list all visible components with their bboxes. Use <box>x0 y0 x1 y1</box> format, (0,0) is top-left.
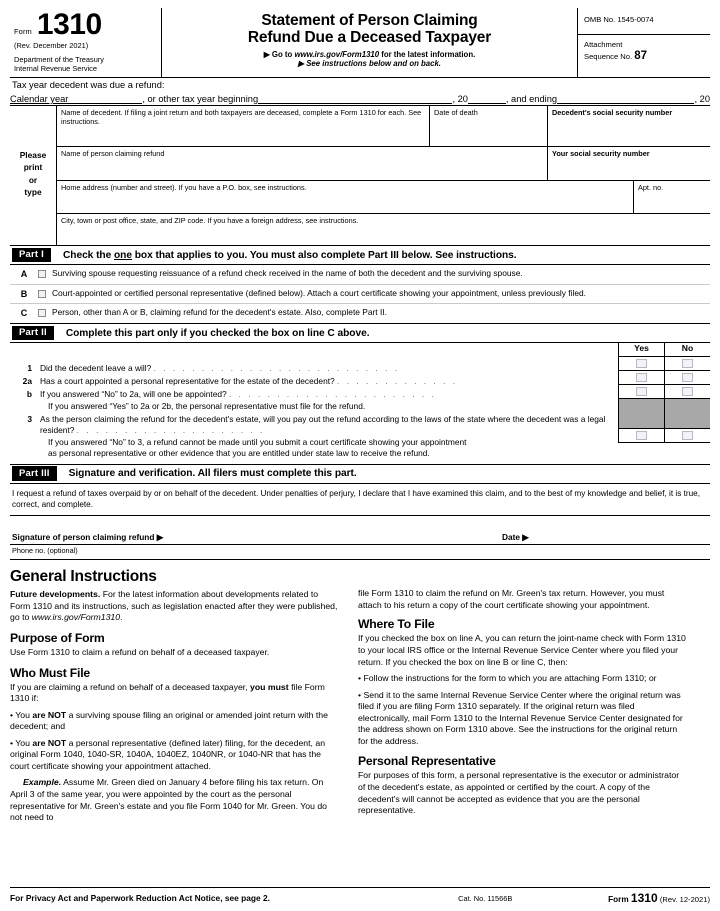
signature-row <box>10 515 710 545</box>
q2a-no-checkbox[interactable] <box>682 373 693 382</box>
attachment-sequence-number: 87 <box>634 50 648 63</box>
see-instructions-line: ▶ See instructions below and on back. <box>298 58 441 68</box>
footer-form-word: Form <box>608 895 629 904</box>
question-3-note-line-1: If you answered “No” to 3, a refund cannot be made until you submit a court certificate showing your appointment <box>48 436 467 447</box>
question-3-label-line-1: As the person claiming the refund for the decedent's estate, will you pay out the refund according to the laws <box>40 413 442 424</box>
question-2a-label: Has a court appointed a personal representative for the estate of the decedent? <box>40 375 335 386</box>
option-b-text: Court-appointed or certified personal representative (defined below). Attach a court certificate showing your appointment, unless previously filed. <box>52 287 586 298</box>
q2a-yes-cell[interactable] <box>619 371 665 384</box>
form-footer <box>10 887 710 905</box>
answer-row-shaded-note <box>619 399 710 429</box>
beginning-year-prefix: , 20 <box>452 94 468 104</box>
q2b-no-checkbox[interactable] <box>682 387 693 396</box>
please-print-or-type-label <box>10 106 57 245</box>
question-3-label-line-2: of the state where the decedent was a legal resident? <box>40 413 606 436</box>
department-block <box>14 55 157 73</box>
purpose-of-form-text: Use Form 1310 to claim a refund on behalf of a deceased taxpayer. <box>10 646 270 657</box>
future-developments-end: . <box>120 612 123 623</box>
question-1-text <box>40 363 614 375</box>
future-developments-label: Future developments. <box>10 589 101 600</box>
question-2-note: If you answered “Yes” to 2a or 2b, the personal representative must file for the refund. <box>48 400 366 411</box>
q1-no-checkbox[interactable] <box>682 359 693 368</box>
question-2a-number: 2a <box>22 375 32 386</box>
part-3-title: Signature and verification. All filers must complete this part. <box>68 468 357 480</box>
city-state-zip-field[interactable] <box>57 214 710 245</box>
your-ssn-label: Your social security number <box>552 149 650 158</box>
example-paragraph <box>10 777 340 823</box>
your-ssn-field[interactable] <box>548 147 710 180</box>
leader-dots-q2b: . . . . . . . . . . . . . . . . . . . . . . <box>229 390 437 400</box>
city-state-zip-label: City, town or post office, state, and ZIP code. If you have a foreign address, see instructions. <box>61 216 359 225</box>
option-c-letter: C <box>20 308 28 319</box>
form-title-block <box>162 8 577 77</box>
apt-no-label: Apt. no. <box>638 183 664 192</box>
tax-year-heading: Tax year decedent was due a refund: <box>12 80 165 90</box>
q2b-yes-checkbox[interactable] <box>636 387 647 396</box>
personal-representative-heading: Personal Representative <box>358 754 496 769</box>
shaded-no-cell <box>665 399 710 428</box>
answer-row-q3[interactable] <box>619 429 710 443</box>
who-must-file-heading: Who Must File <box>10 665 90 680</box>
question-3-text <box>40 414 614 437</box>
yes-column-label: Yes <box>619 343 665 356</box>
home-address-label: Home address (number and street). If you have a P.O. box, see instructions. <box>61 183 307 192</box>
part-2-title: Complete this part only if you checked the box on line C above. <box>65 327 370 339</box>
entity-row-claimant <box>57 147 710 181</box>
instructions-right-column <box>358 566 688 828</box>
decedent-ssn-field[interactable] <box>548 106 710 146</box>
signature-field[interactable] <box>10 532 500 544</box>
part-1-header <box>10 246 710 265</box>
leader-dots-q2a: . . . . . . . . . . . . . <box>337 376 458 386</box>
or-other-tax-year-label: , or other tax year beginning <box>142 94 259 104</box>
part-1-title-post: box that applies to you. You must also complete Part III below. See instructions. <box>131 249 517 261</box>
where-to-file-bullet-2: • Send it to the same Internal Revenue Service Center where the original return was filed if you are filing Form 1310 separately. If the original return was filed electronically, mail Form 1310 to the Internal Revenue Service Center designated for the address shown on Form 1310 above. See the instructions for the original return for the address. <box>358 689 683 746</box>
purpose-of-form-heading: Purpose of Form <box>10 630 105 645</box>
department-line-1: Department of the Treasury <box>14 54 104 64</box>
option-c-checkbox[interactable] <box>38 309 46 317</box>
question-2b <box>10 389 614 401</box>
question-2a-text <box>40 376 614 388</box>
please-line-4: type <box>24 186 42 197</box>
where-to-file-bullet-1: • Follow the instructions for the form to which you are attaching Form 1310; or <box>358 673 657 684</box>
q2a-yes-checkbox[interactable] <box>636 373 647 382</box>
omb-number: OMB No. 1545-0074 <box>578 8 710 35</box>
answer-row-q2b[interactable] <box>619 385 710 399</box>
q3-no-cell[interactable] <box>665 429 710 442</box>
question-2b-label: If you answered “No” to 2a, will one be appointed? <box>40 389 227 400</box>
example-text: Assume Mr. Green died on January 4 before filing his tax return. On April 3 of the same year, you were appointed by the court as the personal representative for Mr. Green's estate and you file Form 1040 for Mr. Green. You do not need to <box>10 777 327 823</box>
question-1 <box>10 363 614 375</box>
who-text-pre: If you are claiming a refund on behalf of a deceased taxpayer, <box>10 681 251 692</box>
entity-section <box>10 106 710 246</box>
part-2-header <box>10 324 710 343</box>
where-to-file-heading: Where To File <box>358 617 435 632</box>
privacy-act-notice: For Privacy Act and Paperwork Reduction Act Notice, see page 2. <box>10 893 271 903</box>
who-bullet-1 <box>10 710 340 733</box>
part-2-body <box>10 343 710 465</box>
bullet-2-post: a personal representative (defined later) filing, for the decedent, an original Form 1040, 1040-SR, 1040A, 1040EZ, 1040NR, or 1040-NR that has the court certificate showing your appointment attached. <box>10 737 326 771</box>
no-column-label: No <box>681 343 694 354</box>
part-2-badge: Part II <box>12 326 54 341</box>
form-header <box>10 8 710 78</box>
form-title-line-1: Statement of Person Claiming <box>261 12 478 29</box>
leader-dots-q3: . . . . . . . . . . . . . . . . . . . . <box>76 426 265 436</box>
who-bullet-2 <box>10 738 340 773</box>
decedent-ssn-label: Decedent's social security number <box>552 108 673 117</box>
where-to-file-text: If you checked the box on line A, you can return the joint-name check with Form 1310 to your local IRS office or the Internal Revenue Service Center where you filed your return. If you checked the box on line B or line C, then: <box>358 633 686 667</box>
part-1-title-pre: Check the <box>62 249 114 261</box>
date-field[interactable] <box>500 532 710 544</box>
part-1-title-emphasis: one <box>114 249 132 261</box>
please-line-3: or <box>28 174 38 185</box>
claimant-name-label: Name of person claiming refund <box>61 149 165 158</box>
tax-year-beginning-input[interactable] <box>258 94 452 104</box>
bullet-1-pre: • You <box>10 709 33 720</box>
phone-field[interactable] <box>10 545 710 560</box>
footer-revision: (Rev. 12-2021) <box>659 895 710 904</box>
part-1-title <box>63 250 517 261</box>
part-1-badge: Part I <box>12 248 51 263</box>
instructions-left-column <box>10 566 340 828</box>
date-of-death-field[interactable] <box>430 106 548 146</box>
footer-form-identity <box>608 891 710 905</box>
part-3-header <box>10 465 710 484</box>
calendar-year-label: Calendar year <box>10 94 69 104</box>
question-3-number: 3 <box>27 413 32 424</box>
please-line-1: Please <box>19 150 47 161</box>
omb-block <box>577 8 710 77</box>
goto-url[interactable]: www.irs.gov/Form1310 <box>294 49 380 59</box>
personal-representative-text: For purposes of this form, a personal representative is the executor or administrator of the decedent's estate, as appointed or certified by the court. A copy of the decedent's will cannot be accepted as evidence that you are the personal representative. <box>358 770 680 816</box>
claimant-name-field[interactable] <box>57 147 548 180</box>
question-1-label: Did the decedent leave a will? <box>40 362 152 373</box>
q1-yes-checkbox[interactable] <box>636 359 647 368</box>
footer-form-number: 1310 <box>630 891 658 905</box>
attachment-label-1: Attachment <box>584 40 623 49</box>
q3-no-checkbox[interactable] <box>682 431 693 440</box>
catalog-number: Cat. No. 11566B <box>458 893 513 903</box>
form-number: 1310 <box>36 8 102 41</box>
q3-yes-cell[interactable] <box>619 429 665 442</box>
option-c-text: Person, other than A or B, claiming refund for the decedent's estate. Also, complete Part II. <box>52 307 387 318</box>
question-3 <box>10 414 614 437</box>
beginning-year-input[interactable] <box>468 94 506 104</box>
question-3-note-line-2: as personal representative or other evidence that you are entitled under state law to receive the refund. <box>48 448 430 459</box>
option-b-checkbox[interactable] <box>38 290 46 298</box>
instructions-section <box>10 560 710 828</box>
part-1-body <box>10 265 710 324</box>
bullet-2-pre: • You <box>10 737 33 748</box>
question-2b-text <box>40 389 614 401</box>
form-word-label: Form <box>14 26 32 36</box>
future-developments-url[interactable]: www.irs.gov/Form1310 <box>31 612 121 623</box>
question-1-number: 1 <box>27 362 32 373</box>
date-label: Date ▶ <box>502 532 529 543</box>
answer-row-q1[interactable] <box>619 357 710 371</box>
part-3-declaration: I request a refund of taxes overpaid by or on behalf of the decedent. Under penalties of perjury, I declare that I have examined this claim, and to the best of my knowledge and belief, it is true, correct, and complete. <box>12 488 701 509</box>
option-a-checkbox[interactable] <box>38 270 46 278</box>
department-line-2: Internal Revenue Service <box>14 63 97 73</box>
tax-year-ending-input[interactable] <box>557 94 694 104</box>
general-instructions-heading: General Instructions <box>10 568 157 586</box>
future-developments-paragraph <box>10 589 340 624</box>
bullet-2-bold: are NOT <box>32 737 67 748</box>
answer-row-q2a[interactable] <box>619 371 710 385</box>
phone-label: Phone no. (optional) <box>12 546 78 556</box>
example-continuation: file Form 1310 to claim the refund on Mr. Green's tax return. However, you must attach to his return a copy of the court certificate showing your appointment. <box>358 588 665 610</box>
form-title-line-2: Refund Due a Deceased Taxpayer <box>247 29 492 47</box>
tax-year-row <box>10 91 710 106</box>
part-1-option-c[interactable] <box>10 304 710 320</box>
decedent-name-label: Name of decedent. If filing a joint return and both taxpayers are deceased, complete a Form 1310 for each. See instructions. <box>61 108 422 127</box>
option-a-text: Surviving spouse requesting reissuance of a refund check received in the name of both the decedent and the surviving spouse. <box>52 268 523 278</box>
form-revision-date: (Rev. December 2021) <box>14 40 89 50</box>
option-b-letter: B <box>20 288 28 299</box>
decedent-name-field[interactable] <box>57 106 430 146</box>
q3-yes-checkbox[interactable] <box>636 431 647 440</box>
part-1-option-b[interactable] <box>10 285 710 301</box>
q2a-no-cell[interactable] <box>665 371 710 384</box>
and-ending-label: , and ending <box>505 94 558 104</box>
entity-rows <box>57 106 710 245</box>
ending-year-prefix: , 20 <box>694 94 710 104</box>
home-address-field[interactable] <box>57 181 634 213</box>
who-must-file-text <box>10 682 340 705</box>
part-3-badge: Part III <box>12 466 57 481</box>
signature-label: Signature of person claiming refund ▶ <box>12 532 164 543</box>
part-1-option-a[interactable] <box>10 265 710 281</box>
example-label: Example. <box>23 777 62 788</box>
question-2a <box>10 376 614 388</box>
bullet-1-bold: are NOT <box>32 709 67 720</box>
who-text-bold: you must <box>250 681 289 692</box>
calendar-year-input[interactable] <box>68 94 142 104</box>
date-of-death-label: Date of death <box>434 108 478 117</box>
goto-arrow-icon: ▶ Go to <box>263 49 295 59</box>
entity-row-address <box>57 181 710 214</box>
attachment-label-2: Sequence No. <box>584 52 633 62</box>
q1-yes-cell[interactable] <box>619 357 665 370</box>
q2b-no-cell[interactable] <box>665 385 710 398</box>
part-2-questions <box>10 343 710 464</box>
q2b-yes-cell[interactable] <box>619 385 665 398</box>
yes-no-column-header <box>618 343 710 357</box>
leader-dots-q1: . . . . . . . . . . . . . . . . . . . . . . . . . . <box>153 363 400 373</box>
apt-no-field[interactable] <box>634 181 710 213</box>
future-developments-text: For the latest information about developments related to Form 1310 and its instructions, such as legislation enacted after they were published, go to <box>10 589 338 623</box>
please-line-2: print <box>23 162 43 173</box>
attachment-sequence-block <box>578 35 710 77</box>
yes-no-answer-grid <box>618 357 710 443</box>
shaded-yes-cell <box>619 399 665 428</box>
bullet-1-post: a surviving spouse filing an original or amended joint return with the decedent; and <box>10 709 328 732</box>
q1-no-cell[interactable] <box>665 357 710 370</box>
goto-url-line <box>162 50 577 59</box>
entity-row-decedent <box>57 106 710 147</box>
form-identity-block <box>10 8 162 77</box>
who-text-post: file Form 1310 if: <box>10 681 325 704</box>
option-a-letter: A <box>20 269 28 279</box>
goto-suffix: for the latest information. <box>379 49 476 59</box>
question-2b-number: b <box>26 389 32 400</box>
entity-row-city <box>57 214 710 245</box>
